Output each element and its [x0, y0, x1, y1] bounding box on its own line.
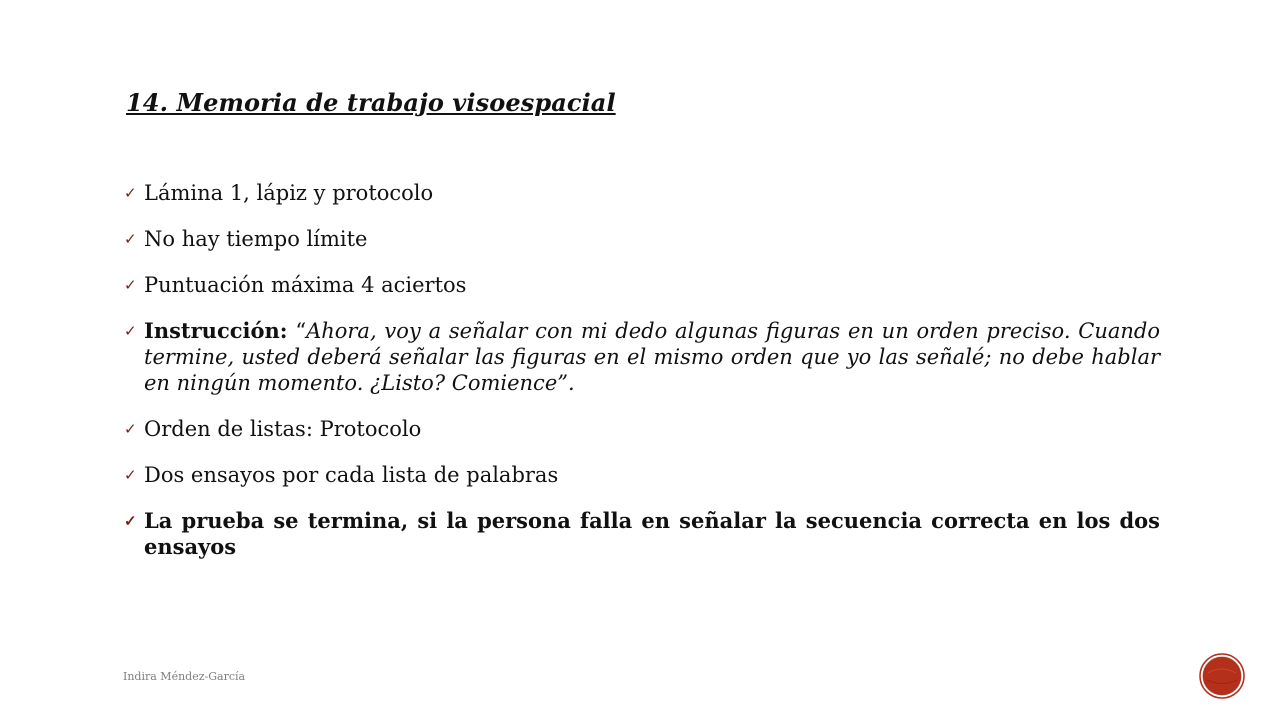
list-item: [124, 416, 1160, 442]
checkmark-icon: ✓: [124, 322, 137, 340]
bullet-text: Dos ensayos por cada lista de palabras: [144, 463, 559, 487]
instruction-label: Instrucción:: [144, 318, 288, 343]
list-item: [124, 462, 1160, 488]
page-circle-icon: [1199, 653, 1245, 699]
slide-title: 14. Memoria de trabajo visoespacial: [126, 88, 616, 117]
checkmark-icon: ✓: [124, 276, 137, 294]
bullet-text: Puntuación máxima 4 aciertos: [144, 273, 467, 297]
list-item: [124, 272, 1160, 298]
checkmark-icon: ✓: [124, 230, 137, 248]
checkmark-icon: ✓: [124, 420, 137, 438]
checkmark-icon: ✓: [124, 512, 137, 530]
list-item: [124, 508, 1160, 560]
bullet-text: La prueba se termina, si la persona falla en señalar la secuencia correcta en los dos ensayos: [144, 508, 1160, 559]
close-quote: ”.: [557, 371, 575, 395]
bullet-text: Lámina 1, lápiz y protocolo: [144, 181, 434, 205]
checkmark-icon: ✓: [124, 184, 137, 202]
bullet-text: Orden de listas: Protocolo: [144, 417, 422, 441]
bullet-text: No hay tiempo límite: [144, 227, 368, 251]
footer-author: Indira Méndez-García: [123, 670, 246, 683]
checkmark-icon: ✓: [124, 466, 137, 484]
list-item: [124, 226, 1160, 252]
open-quote: “: [287, 319, 307, 343]
bullet-list: [124, 180, 1160, 578]
list-item: [124, 318, 1160, 396]
list-item: [124, 180, 1160, 206]
instruction-quote: Ahora, voy a señalar con mi dedo algunas figuras en un orden preciso. Cuando termine, usted deberá señalar las figuras en el mismo orden que yo las señalé; no debe hablar en ningún momento. ¿Listo? Comience: [144, 319, 1160, 395]
